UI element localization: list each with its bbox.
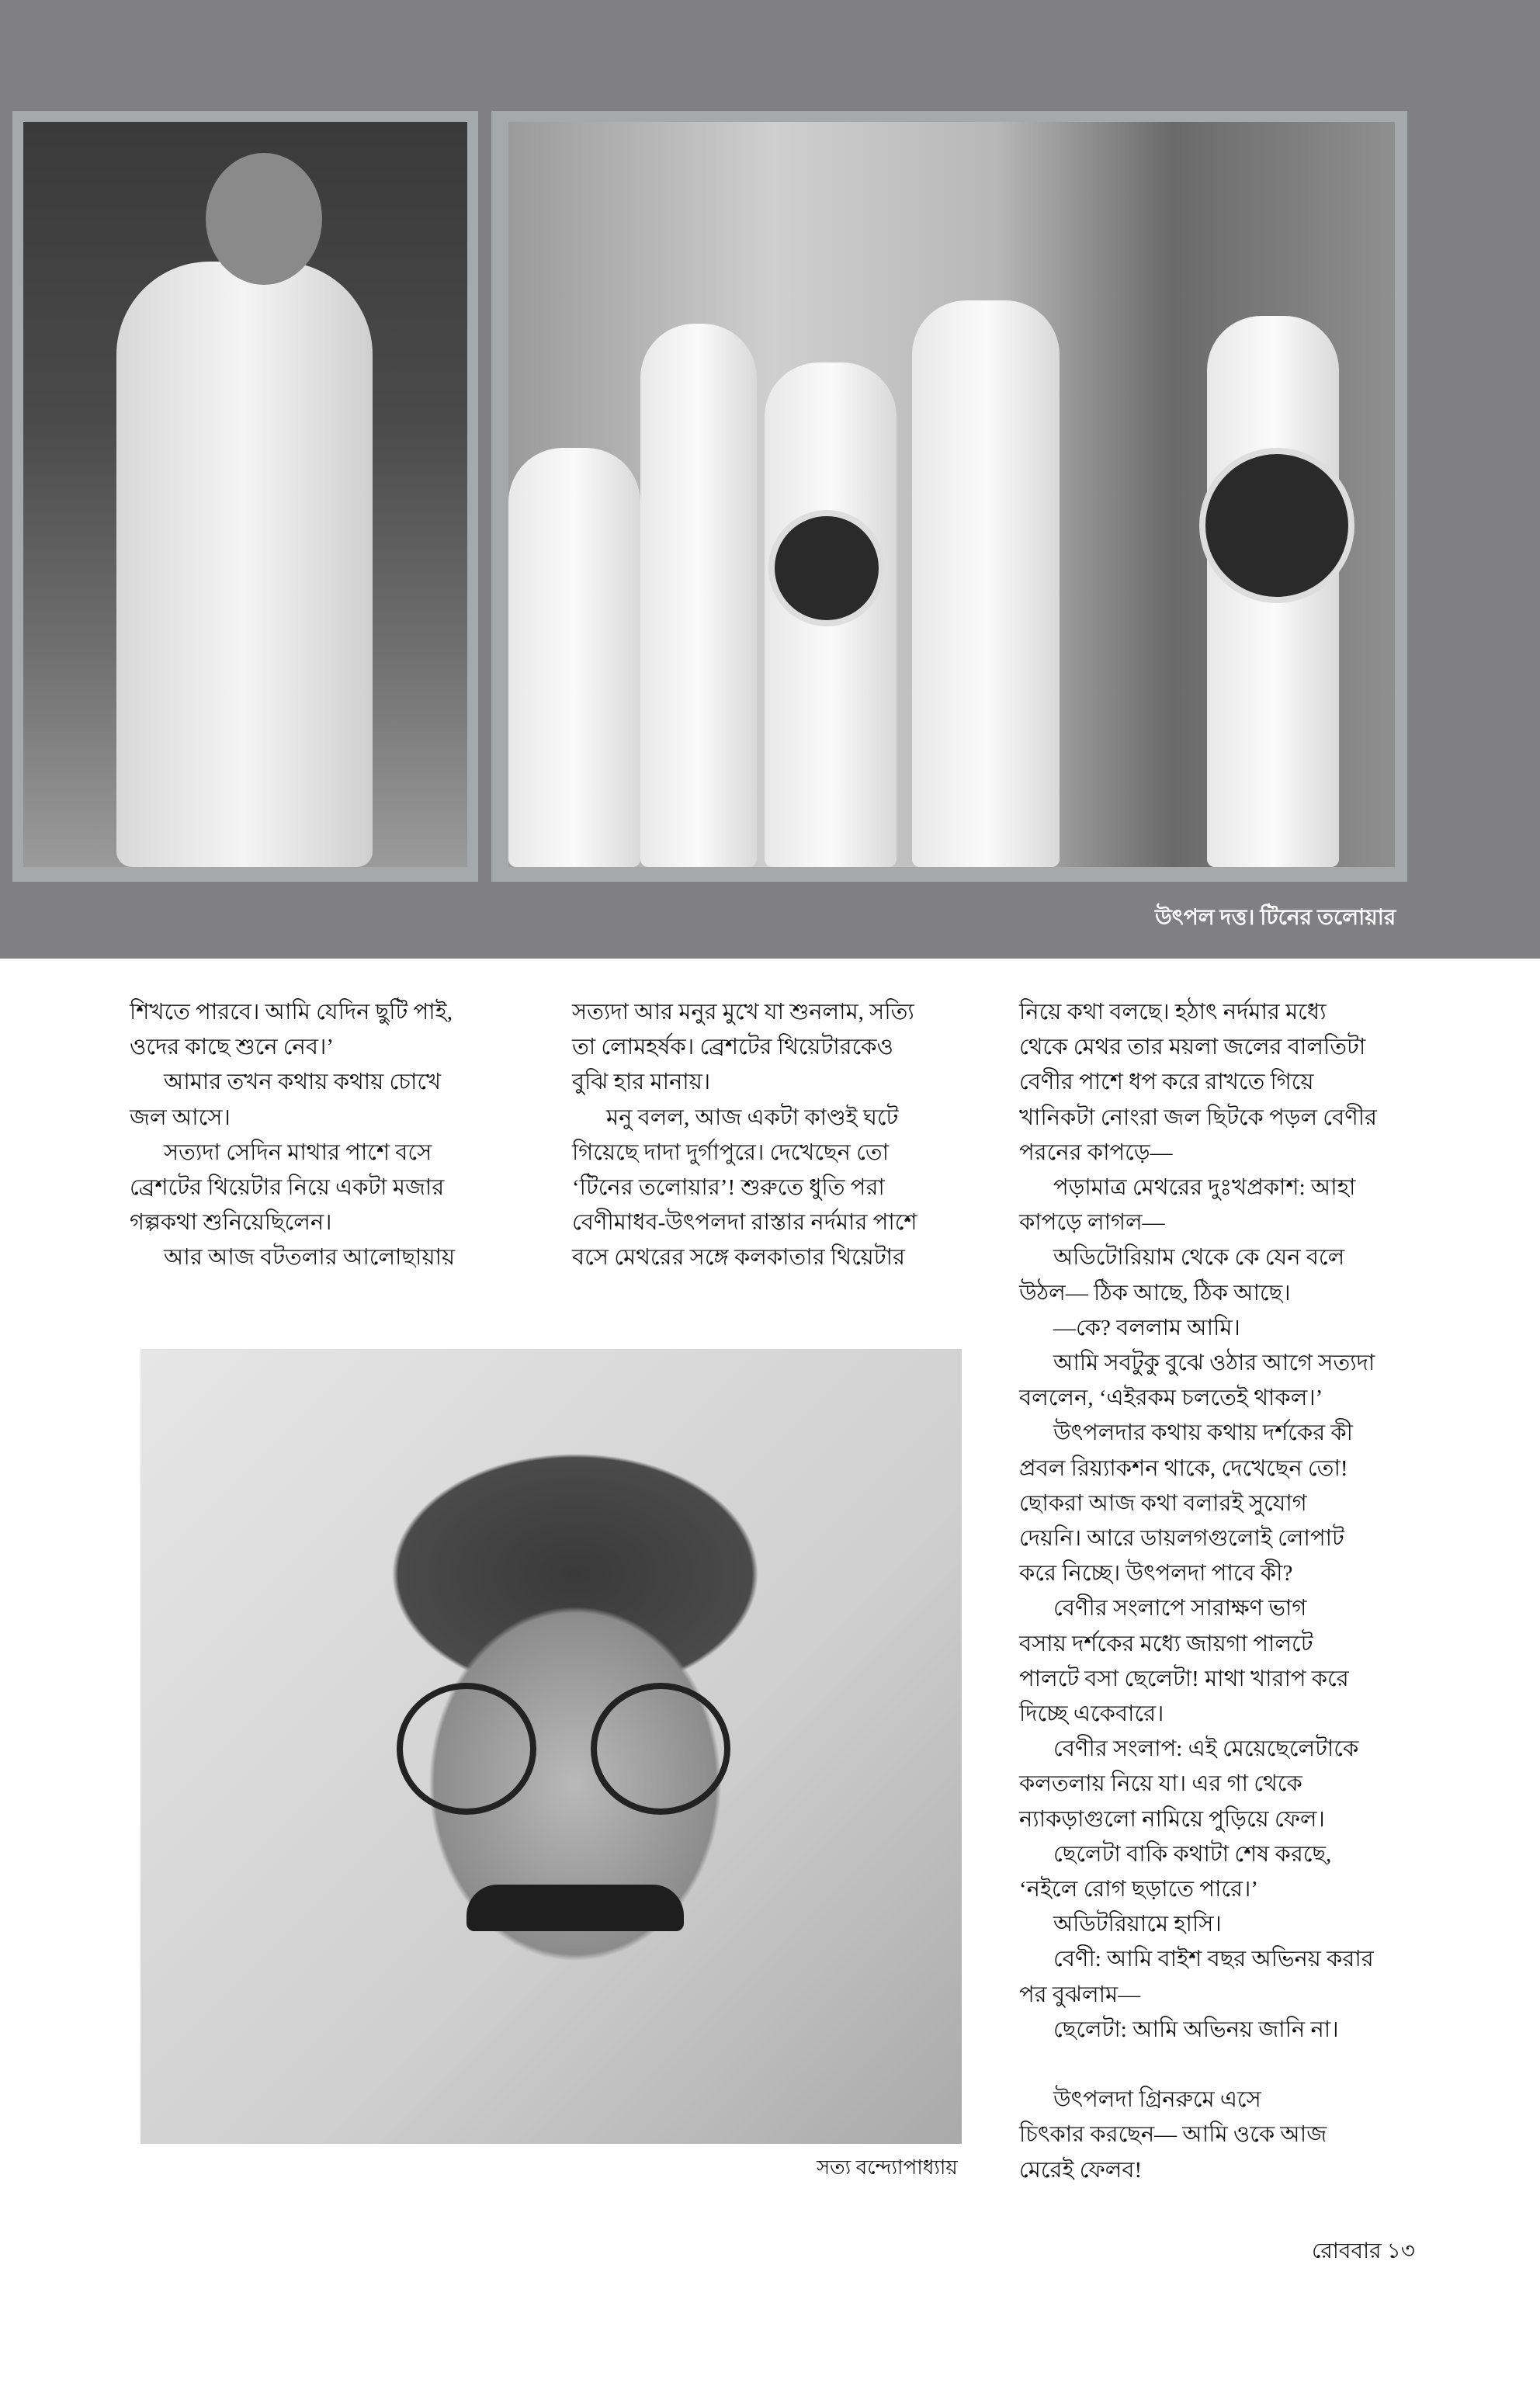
text-line: ন্যাকড়াগুলো নামিয়ে পুড়িয়ে ফেল।: [1019, 1806, 1325, 1832]
text-line: তা লোমহর্ষক। ব্রেশটের থিয়েটারকেও: [572, 1035, 893, 1060]
text-line: অডিটরিয়ামে হাসি।: [1053, 1912, 1222, 1937]
text-line: বসায় দর্শকের মধ্যে জায়গা পালটে: [1019, 1631, 1313, 1656]
text-line: আর আজ বটতলার আলোছায়ায়: [164, 1245, 456, 1271]
spectacles-right-lens: [591, 1683, 730, 1815]
text-line: আমার তখন কথায় কথায় চোখে: [164, 1070, 442, 1095]
figure-head: [206, 153, 322, 285]
text-line: ‘টিনের তলোয়ার’! শুরুতে ধুতি পরা: [572, 1175, 885, 1201]
text-line: বসে মেথরের সঙ্গে কলকাতার থিয়েটার: [572, 1245, 905, 1271]
tin-shield: [1199, 448, 1354, 603]
figure-white-kurta: [116, 262, 373, 867]
photo-caption: উৎপল দত্ত। টিনের তলোয়ার: [1155, 906, 1396, 930]
text-line: বেণীর সংলাপে সারাক্ষণ ভাগ: [1053, 1596, 1307, 1621]
text-line: পালটে বসা ছেলেটা! মাথা খারাপ করে: [1019, 1666, 1349, 1691]
portrait-caption: সত্য বন্দ্যোপাধ্যায়: [817, 2156, 958, 2179]
text-line: বেণীর সংলাপ: এই মেয়েছেলেটাকে: [1053, 1736, 1359, 1762]
text-line: বেণীর পাশে ধপ করে রাখতে গিয়ে: [1019, 1070, 1314, 1095]
text-line: জল আসে।: [130, 1105, 231, 1130]
text-line: ওদের কাছে শুনে নেব।’: [130, 1035, 335, 1060]
text-column-1: [130, 995, 455, 1276]
text-line: চিৎকার করছেন— আমি ওকে আজ: [1019, 2122, 1327, 2148]
page-footer: রোববার ১৩: [1312, 2239, 1415, 2263]
text-line: বেণী: আমি বাইশ বছর অভিনয় করার: [1053, 1947, 1374, 1972]
tin-shield: [768, 510, 885, 626]
text-line: দিচ্ছে একেবারে।: [1019, 1701, 1164, 1727]
text-line: বেণীমাধব-উৎপলদা রাস্তার নর্দমার পাশে: [572, 1210, 917, 1236]
text-line: গিয়েছে দাদা দুর্গাপুরে। দেখেছেন তো: [572, 1139, 890, 1165]
text-line: ‘নইলে রোগ ছড়াতে পারে।’: [1019, 1877, 1259, 1902]
text-line: নিয়ে কথা বলছে। হঠাৎ নর্দমার মধ্যে: [1019, 1000, 1327, 1025]
text-line: বললেন, ‘এইরকম চলতেই থাকল।’: [1019, 1386, 1323, 1411]
text-line: [1019, 2048, 1377, 2083]
text-line: প্রবল রিয়্যাকশন থাকে, দেখেছেন তো!: [1019, 1455, 1348, 1481]
text-line: কলতলায় নিয়ে যা। এর গা থেকে: [1019, 1771, 1302, 1797]
text-line: মনু বলল, আজ একটা কাণ্ডই ঘটে: [606, 1105, 899, 1130]
text-line: সত্যদা আর মনুর মুখে যা শুনলাম, সত্যি: [572, 1000, 914, 1025]
text-column-2: [572, 995, 917, 1276]
text-line: ছেলেটা বাকি কথাটা শেষ করছে,: [1053, 1841, 1332, 1867]
text-line: শিখতে পারবে। আমি যেদিন ছুটি পাই,: [130, 1000, 453, 1025]
text-line: করে নিচ্ছে। উৎপলদা পাবে কী?: [1019, 1561, 1293, 1587]
text-line: পরনের কাপড়ে—: [1019, 1139, 1173, 1165]
text-line: পড়ামাত্র মেথরের দুঃখপ্রকাশ: আহা: [1053, 1175, 1356, 1201]
text-column-3: [1019, 995, 1377, 2188]
cast-figure: [508, 448, 640, 867]
text-line: পর বুঝলাম—: [1019, 1982, 1141, 2007]
text-line: কাপড়ে লাগল—: [1019, 1210, 1165, 1236]
text-line: থেকে মেথর তার ময়লা জলের বালতিটা: [1019, 1035, 1366, 1060]
photo-actor-on-stage: [23, 122, 467, 867]
text-line: আমি সবটুকু বুঝে ওঠার আগে সত্যদা: [1053, 1351, 1375, 1376]
photo-tiner-taloar-cast: [508, 122, 1395, 867]
text-line: অডিটোরিয়াম থেকে কে যেন বলে: [1053, 1245, 1345, 1271]
cast-figure: [912, 300, 1060, 867]
text-line: উৎপলদার কথায় কথায় দর্শকের কী: [1053, 1420, 1353, 1446]
text-line: মেরেই ফেলব!: [1019, 2157, 1143, 2183]
moustache: [467, 1885, 684, 1931]
portrait-satya-bandyopadhyay: [140, 1349, 962, 2144]
text-line: ছোকরা আজ কথা বলারই সুযোগ: [1019, 1490, 1307, 1516]
text-line: দেয়নি। আরে ডায়লগগুলোই লোপাট: [1019, 1526, 1344, 1552]
text-line: —কে? বললাম আমি।: [1053, 1315, 1240, 1340]
text-line: উঠল— ঠিক আছে, ঠিক আছে।: [1019, 1280, 1291, 1306]
text-line: ছেলেটা: আমি অভিনয় জানি না।: [1053, 2017, 1339, 2042]
text-line: উৎপলদা গ্রিনরুমে এসে: [1053, 2087, 1261, 2113]
text-line: ব্রেশটের থিয়েটার নিয়ে একটা মজার: [130, 1175, 445, 1201]
text-line: খানিকটা নোংরা জল ছিটকে পড়ল বেণীর: [1019, 1105, 1377, 1130]
cast-figure: [640, 324, 757, 867]
text-line: বুঝি হার মানায়।: [572, 1070, 711, 1095]
text-line: সত্যদা সেদিন মাথার পাশে বসে: [164, 1139, 432, 1165]
spectacles-left-lens: [397, 1683, 536, 1815]
text-line: গল্পকথা শুনিয়েছিলেন।: [130, 1210, 332, 1236]
